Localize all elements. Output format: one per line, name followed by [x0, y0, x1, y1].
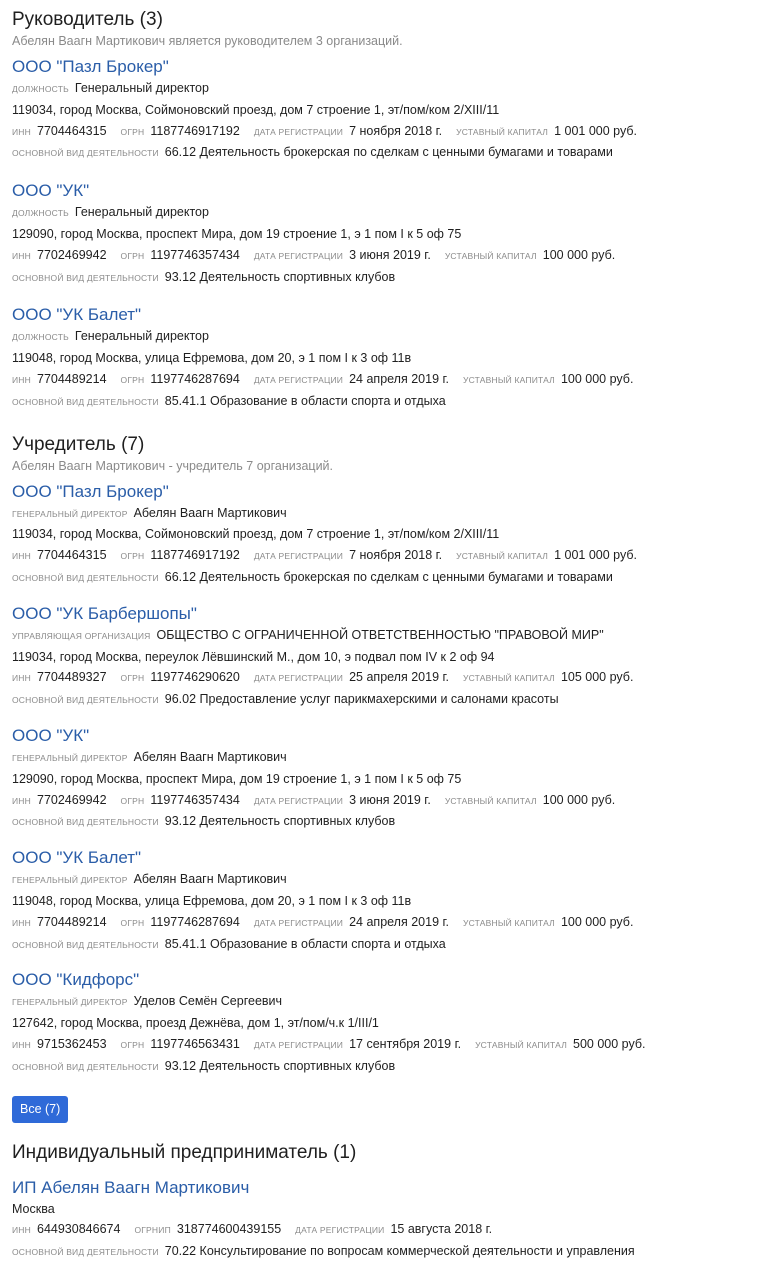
head-section: [12, 0, 751, 413]
person-row: ГЕНЕРАЛЬНЫЙ ДИРЕКТОР Абелян Ваагн Мартикович: [12, 749, 287, 764]
org-card: [12, 725, 751, 833]
address-row: 119048, город Москва, улица Ефремова, дом 20, э 1 пом I к 3 оф 11в: [12, 351, 412, 366]
person-row: ГЕНЕРАЛЬНЫЙ ДИРЕКТОР Абелян Ваагн Мартикович: [12, 505, 287, 520]
address-row: 119048, город Москва, улица Ефремова, дом 20, э 1 пом I к 3 оф 11в: [12, 893, 412, 908]
person-row: УПРАВЛЯЮЩАЯ ОРГАНИЗАЦИЯ ОБЩЕСТВО С ОГРАНИЧЕННОЙ ОТВЕТСТВЕННОСТЬЮ "ПРАВОВОЙ МИР": [12, 627, 604, 642]
section-subtitle-founder: Абелян Ваагн Мартикович - учредитель 7 организаций.: [12, 458, 334, 473]
section-title-head: Руководитель (3): [12, 9, 163, 30]
section-subtitle-head: Абелян Ваагн Мартикович является руководителем 3 организаций.: [12, 34, 403, 48]
ids-row: ИНН 7704464315 ОГРН 1187746917192 ДАТА РЕГИСТРАЦИИ 7 ноября 2018 г. УСТАВНЫЙ КАПИТАЛ 1 001 000 руб.: [12, 548, 638, 563]
ids-row: ИНН 7704464315 ОГРН 1187746917192 ДАТА РЕГИСТРАЦИИ 7 ноября 2018 г. УСТАВНЫЙ КАПИТАЛ 1 001 000 руб.: [12, 123, 638, 138]
ids-row: ИНН 7704489214 ОГРН 1197746287694 ДАТА РЕГИСТРАЦИИ 24 апреля 2019 г. УСТАВНЫЙ КАПИТАЛ 100 000 руб.: [12, 914, 634, 929]
section-title-ip: Индивидуальный предприниматель (1): [12, 1141, 357, 1163]
org-card: [12, 603, 751, 711]
activity-row: ОСНОВНОЙ ВИД ДЕЯТЕЛЬНОСТИ 66.12 Деятельность брокерская по сделкам с ценными бумагами и товарами: [12, 569, 613, 584]
activity-row: ОСНОВНОЙ ВИД ДЕЯТЕЛЬНОСТИ 93.12 Деятельность спортивных клубов: [12, 1058, 396, 1073]
address-row: 129090, город Москва, проспект Мира, дом 19 строение 1, э 1 пом I к 5 оф 75: [12, 226, 462, 241]
org-card: [12, 180, 751, 288]
address-row: 119034, город Москва, Соймоновский проезд, дом 7 строение 1, эт/пом/ком 2/XIII/11: [12, 102, 500, 117]
org-card: [12, 969, 751, 1077]
activity-row: ОСНОВНОЙ ВИД ДЕЯТЕЛЬНОСТИ 66.12 Деятельность брокерская по сделкам с ценными бумагами и товарами: [12, 145, 613, 160]
ids-row: ИНН 7704489214 ОГРН 1197746287694 ДАТА РЕГИСТРАЦИИ 24 апреля 2019 г. УСТАВНЫЙ КАПИТАЛ 100 000 руб.: [12, 371, 634, 386]
ip-section: [12, 1141, 751, 1263]
org-card: [12, 304, 751, 412]
address-row: 129090, город Москва, проспект Мира, дом 19 строение 1, э 1 пом I к 5 оф 75: [12, 771, 462, 786]
position-row: ДОЛЖНОСТЬ Генеральный директор: [12, 205, 209, 220]
address-row: 119034, город Москва, переулок Лёвшинский М., дом 10, э подвал пом IV к 2 оф 94: [12, 649, 495, 664]
activity-row: ОСНОВНОЙ ВИД ДЕЯТЕЛЬНОСТИ 93.12 Деятельность спортивных клубов: [12, 814, 396, 829]
activity-row: ОСНОВНОЙ ВИД ДЕЯТЕЛЬНОСТИ 85.41.1 Образование в области спорта и отдыха: [12, 393, 446, 408]
person-row: ГЕНЕРАЛЬНЫЙ ДИРЕКТОР Уделов Семён Сергеевич: [12, 994, 283, 1009]
ids-row: ИНН 7704489327 ОГРН 1197746290620 ДАТА РЕГИСТРАЦИИ 25 апреля 2019 г. УСТАВНЫЙ КАПИТАЛ 105 000 руб.: [12, 670, 634, 685]
org-link[interactable]: ООО "Пазл Брокер": [12, 57, 169, 76]
position-row: ДОЛЖНОСТЬ Генеральный директор: [12, 81, 209, 95]
ids-row: ИНН 9715362453 ОГРН 1197746563431 ДАТА РЕГИСТРАЦИИ 17 сентября 2019 г. УСТАВНЫЙ КАПИТАЛ 500 000 руб.: [12, 1036, 646, 1051]
org-card: [12, 56, 751, 164]
org-link[interactable]: ООО "Кидфорс": [12, 970, 140, 990]
ip-card: [12, 1177, 751, 1263]
position-row: ДОЛЖНОСТЬ Генеральный директор: [12, 329, 209, 344]
address-row: 127642, город Москва, проезд Дежнёва, дом 1, эт/пом/ч.к 1/III/1: [12, 1016, 379, 1031]
org-link[interactable]: ООО "УК Барбершопы": [12, 603, 197, 623]
ip-link[interactable]: ИП Абелян Ваагн Мартикович: [12, 1177, 250, 1197]
address-row: 119034, город Москва, Соймоновский проезд, дом 7 строение 1, эт/пом/ком 2/XIII/11: [12, 527, 500, 542]
org-link[interactable]: ООО "УК Балет": [12, 305, 142, 325]
activity-row: ОСНОВНОЙ ВИД ДЕЯТЕЛЬНОСТИ 85.41.1 Образование в области спорта и отдыха: [12, 936, 446, 951]
ids-row: ИНН 644930846674 ОГРНИП 318774600439155 ДАТА РЕГИСТРАЦИИ 15 августа 2018 г.: [12, 1222, 493, 1237]
ids-row: ИНН 7702469942 ОГРН 1197746357434 ДАТА РЕГИСТРАЦИИ 3 июня 2019 г. УСТАВНЫЙ КАПИТАЛ 100 000 руб.: [12, 792, 616, 807]
city-row: Москва: [12, 1201, 55, 1216]
show-all-button[interactable]: Все (7): [12, 1096, 68, 1123]
org-link[interactable]: ООО "УК Балет": [12, 848, 142, 868]
founder-section: [12, 433, 751, 1123]
org-card: [12, 847, 751, 955]
activity-row: ОСНОВНОЙ ВИД ДЕЯТЕЛЬНОСТИ 93.12 Деятельность спортивных клубов: [12, 269, 396, 284]
person-row: ГЕНЕРАЛЬНЫЙ ДИРЕКТОР Абелян Ваагн Мартикович: [12, 872, 287, 887]
org-link[interactable]: ООО "УК": [12, 181, 90, 201]
org-link[interactable]: ООО "Пазл Брокер": [12, 481, 169, 501]
activity-row: ОСНОВНОЙ ВИД ДЕЯТЕЛЬНОСТИ 70.22 Консультирование по вопросам коммерческой деятельности и управления: [12, 1244, 635, 1259]
activity-row: ОСНОВНОЙ ВИД ДЕЯТЕЛЬНОСТИ 96.02 Предоставление услуг парикмахерскими и салонами красоты: [12, 692, 559, 707]
org-link[interactable]: ООО "УК": [12, 725, 90, 745]
org-card: [12, 481, 751, 589]
section-title-founder: Учредитель (7): [12, 433, 145, 455]
ids-row: ИНН 7702469942 ОГРН 1197746357434 ДАТА РЕГИСТРАЦИИ 3 июня 2019 г. УСТАВНЫЙ КАПИТАЛ 100 000 руб.: [12, 247, 616, 262]
